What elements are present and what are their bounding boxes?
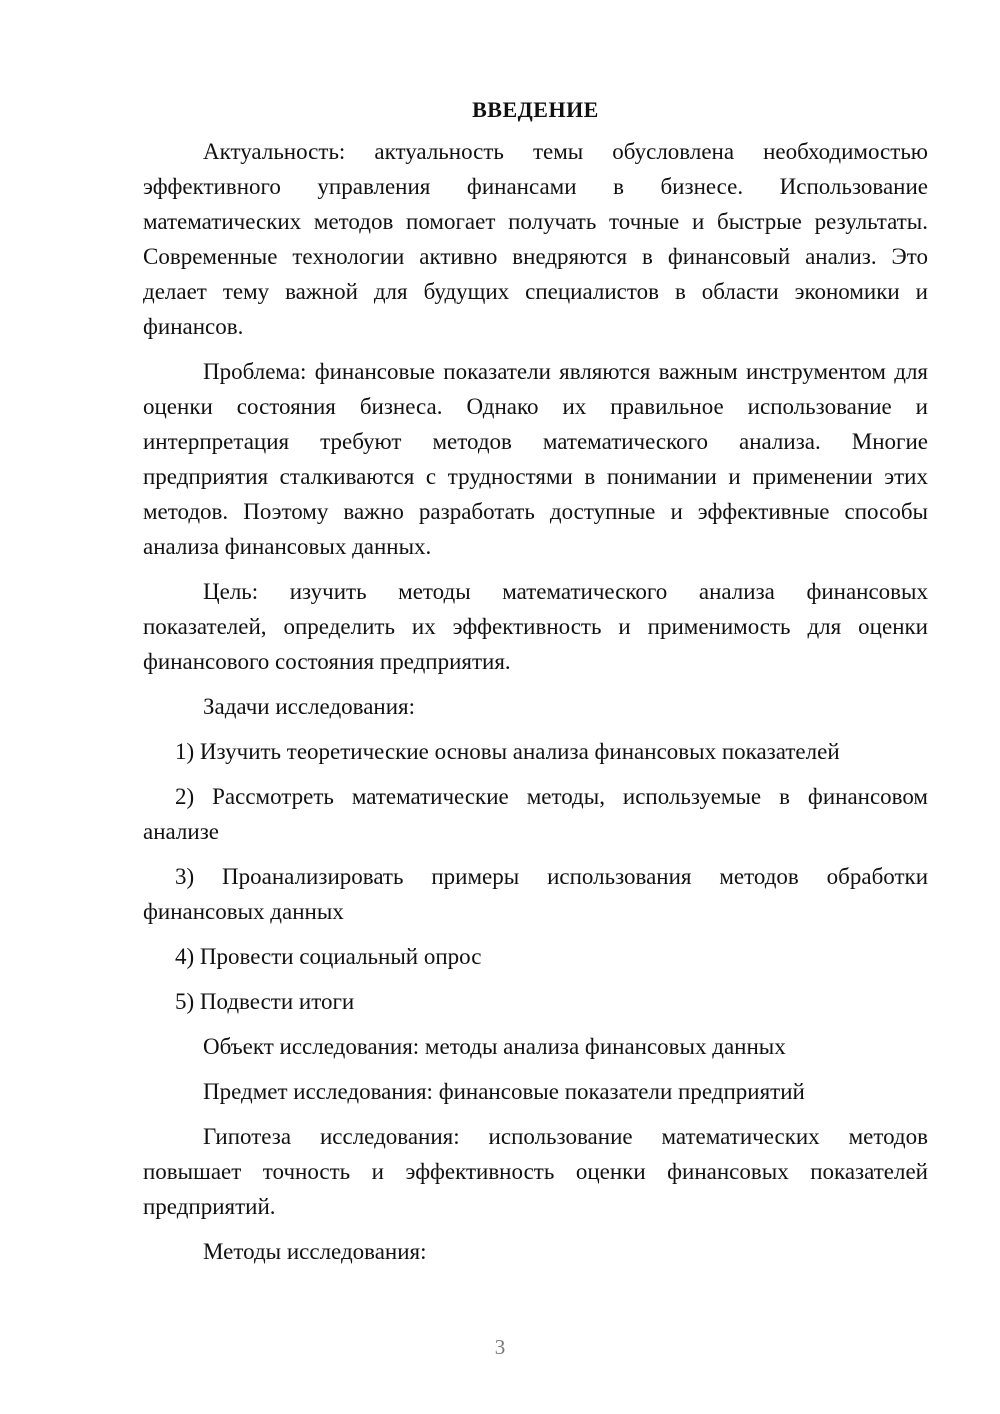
tasks-heading: Задачи исследования: [203,694,416,719]
goal-paragraph: Цель: изучить методы математического анализа финансовых показателей, определить их эффективность и применимость для оценки финансового состояния предприятия. [143,579,928,674]
section-title: ВВЕДЕНИЕ [472,97,599,122]
task-item-5: 5) Подвести итоги [175,989,355,1014]
hypothesis-paragraph: Гипотеза исследования: использование математических методов повышает точность и эффективность оценки финансовых показателей предприятий. [143,1124,928,1219]
task-item-3: 3) Проанализировать примеры использования методов обработки финансовых данных [143,864,928,924]
task-item-2: 2) Рассмотреть математические методы, используемые в финансовом анализе [143,784,928,844]
page-number: 3 [494,1335,506,1359]
methods-heading: Методы исследования: [203,1239,427,1264]
relevance-paragraph: Актуальность: актуальность темы обусловлена необходимостью эффективного управления финансами в бизнесе. Использование математических методов помогает получать точные и быстрые результаты. Современные технологии активно внедряются в финансовый анализ. Это делает тему важной для будущих специалистов в области экономики и финансов. [143,139,928,339]
page-body [143,92,928,1279]
subject-paragraph: Предмет исследования: финансовые показатели предприятий [203,1079,805,1104]
task-item-4: 4) Провести социальный опрос [175,944,482,969]
task-item-1: 1) Изучить теоретические основы анализа финансовых показателей [175,739,840,764]
object-paragraph: Объект исследования: методы анализа финансовых данных [203,1034,786,1059]
problem-paragraph: Проблема: финансовые показатели являются важным инструментом для оценки состояния бизнеса. Однако их правильное использование и интерпретация требуют методов математического анализа. Многие предприятия сталкиваются с трудностями в понимании и применении этих методов. Поэтому важно разработать доступные и эффективные способы анализа финансовых данных. [143,359,928,559]
